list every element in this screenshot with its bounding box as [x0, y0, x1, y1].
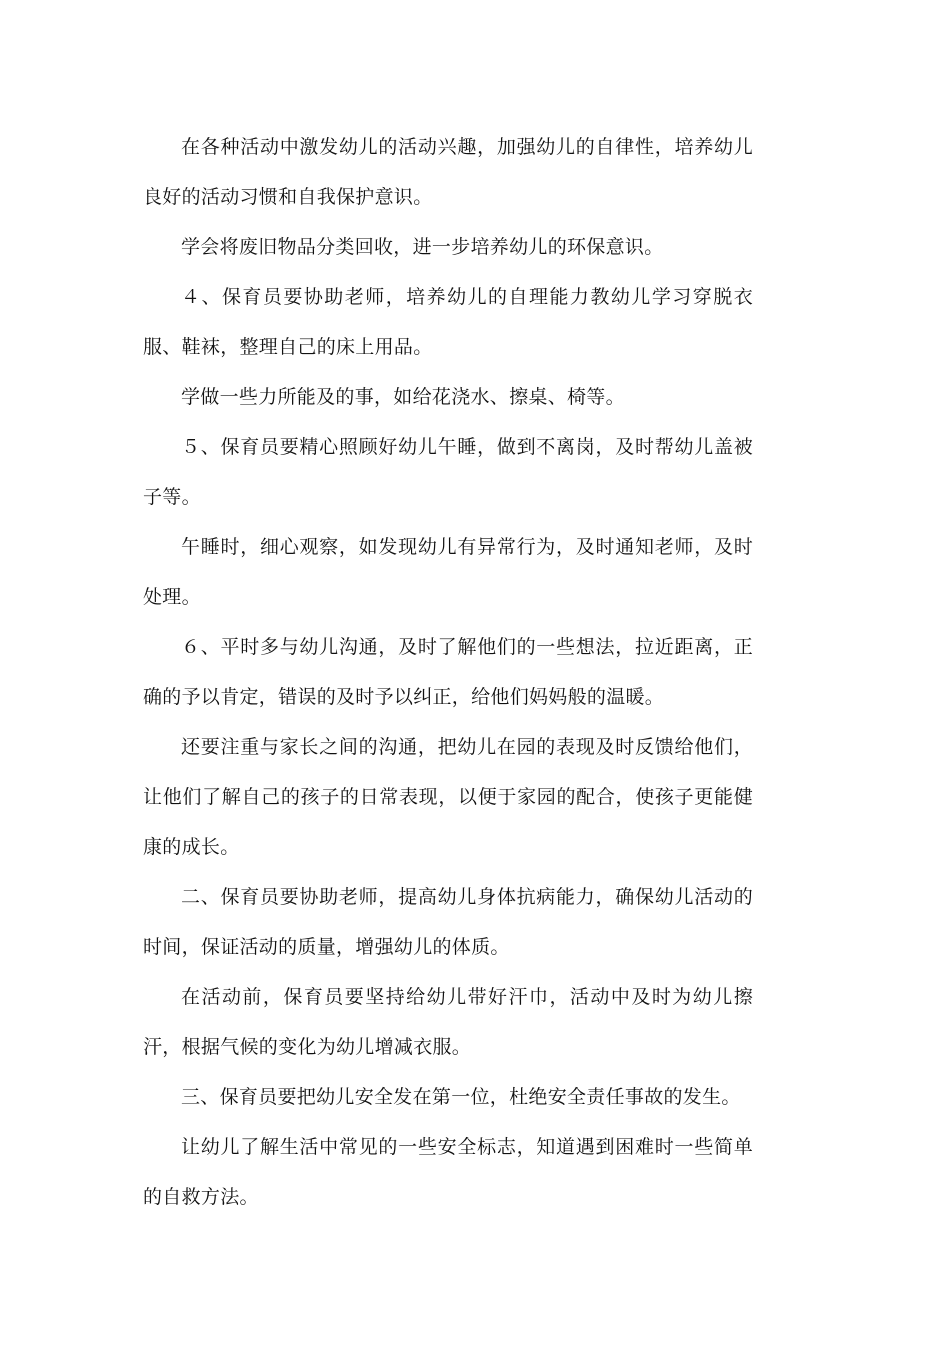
- paragraph-nap-care: ５、保育员要精心照顾好幼儿午睡，做到不离岗，及时帮幼儿盖被子等。: [143, 436, 753, 508]
- document-body: [143, 122, 753, 1222]
- paragraph-parent-communication: 还要注重与家长之间的沟通，把幼儿在园的表现及时反馈给他们，让他们了解自己的孩子的日常表现，以便于家园的配合，使孩子更能健康的成长。: [143, 736, 753, 858]
- paragraph-communication: ６、平时多与幼儿沟通，及时了解他们的一些想法，拉近距离，正确的予以肯定，错误的及时予以纠正，给他们妈妈般的温暖。: [143, 636, 753, 708]
- paragraph-sweat-towel: 在活动前，保育员要坚持给幼儿带好汗巾，活动中及时为幼儿擦汗，根据气候的变化为幼儿增减衣服。: [143, 986, 753, 1058]
- paragraph-self-care: ４、保育员要协助老师，培养幼儿的自理能力教幼儿学习穿脱衣服、鞋袜，整理自己的床上用品。: [143, 286, 753, 358]
- paragraph-nap-observation: 午睡时，细心观察，如发现幼儿有异常行为，及时通知老师，及时处理。: [143, 536, 753, 608]
- paragraph-activity-interest: 在各种活动中激发幼儿的活动兴趣，加强幼儿的自律性，培养幼儿良好的活动习惯和自我保护意识。: [143, 136, 753, 208]
- paragraph-small-tasks: 学做一些力所能及的事，如给花浇水、擦桌、椅等。: [181, 386, 625, 408]
- paragraph-section-three: 三、保育员要把幼儿安全发在第一位，杜绝安全责任事故的发生。: [181, 1086, 741, 1108]
- paragraph-safety-signs: 让幼儿了解生活中常见的一些安全标志，知道遇到困难时一些简单的自救方法。: [143, 1136, 753, 1208]
- paragraph-section-two: 二、保育员要协助老师，提高幼儿身体抗病能力，确保幼儿活动的时间，保证活动的质量，增强幼儿的体质。: [143, 886, 753, 958]
- paragraph-recycling: 学会将废旧物品分类回收，进一步培养幼儿的环保意识。: [181, 236, 664, 258]
